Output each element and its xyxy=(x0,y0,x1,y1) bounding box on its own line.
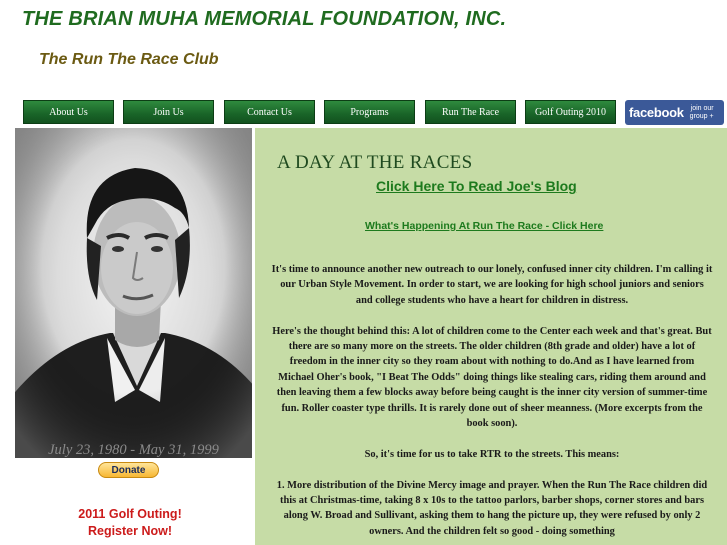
nav-about-us[interactable]: About Us xyxy=(23,100,114,124)
facebook-wordmark: facebook xyxy=(629,105,684,120)
facebook-join-text xyxy=(690,105,714,121)
golf-outing-line2[interactable]: Register Now! xyxy=(87,524,173,538)
nav-join-us[interactable]: Join Us xyxy=(123,100,214,124)
nav-run-the-race[interactable]: Run The Race xyxy=(425,100,516,124)
nav-golf-outing-2010[interactable]: Golf Outing 2010 xyxy=(525,100,616,124)
memorial-dates: July 23, 1980 - May 31, 1999 xyxy=(48,442,219,458)
golf-outing-line1[interactable]: 2011 Golf Outing! xyxy=(78,507,182,521)
article-paragraph: Here's the thought behind this: A lot of children come to the Center each week and that's great. But there are so many more on the streets. The older children (8th grade and older) have a lot of freedom in the inner city so they roam about with nothing to do.And as I have learned from Michael Oher's book, "I Beat The Odds" doing things like stealing cars, riding them around and then leaving them a few blocks away before being caught is the inner city version of summer-time fun. Roller coaster type thrills. It is rarely done out of sheer meanness. (More excerpts from the book soon). xyxy=(272,325,712,430)
facebook-join-button[interactable] xyxy=(625,100,724,125)
article-paragraph: So, it's time for us to take RTR to the streets. This means: xyxy=(364,448,620,460)
site-subtitle: The Run The Race Club xyxy=(39,51,219,68)
article-paragraph: 1. More distribution of the Divine Mercy image and prayer. When the Run The Race children did this at Christmas-time, taking 8 x 10s to the tattoo parlors, barber shops, corner stores and bars along W. Broad and Sullivant, asking them to hang the picture up, they were refused by only 2 owners. And the children felt so good - doing something xyxy=(276,479,708,537)
left-sidebar xyxy=(15,128,252,545)
nav-contact-us[interactable]: Contact Us xyxy=(224,100,315,124)
article-body xyxy=(271,262,713,545)
whats-happening-link[interactable]: What's Happening At Run The Race - Click Here xyxy=(365,220,604,232)
nav-programs[interactable]: Programs xyxy=(324,100,415,124)
facebook-join-line2: group + xyxy=(689,112,714,120)
memorial-portrait xyxy=(15,128,252,458)
joes-blog-link[interactable]: Click Here To Read Joe's Blog xyxy=(376,178,577,194)
page-heading: A DAY AT THE RACES xyxy=(277,152,473,173)
main-content xyxy=(255,128,727,545)
portrait-photo-icon xyxy=(15,128,252,458)
donate-button[interactable]: Donate xyxy=(98,462,159,478)
facebook-join-line1: join our xyxy=(690,104,714,112)
article-paragraph: It's time to announce another new outreach to our lonely, confused inner city children. I'm calling it our Urban Style Movement. In order to start, we are looking for high school juniors and seniors and college students who have a heart for children in distress. xyxy=(271,264,713,306)
site-title: THE BRIAN MUHA MEMORIAL FOUNDATION, INC. xyxy=(22,8,507,30)
golf-outing-link[interactable] xyxy=(15,506,245,540)
